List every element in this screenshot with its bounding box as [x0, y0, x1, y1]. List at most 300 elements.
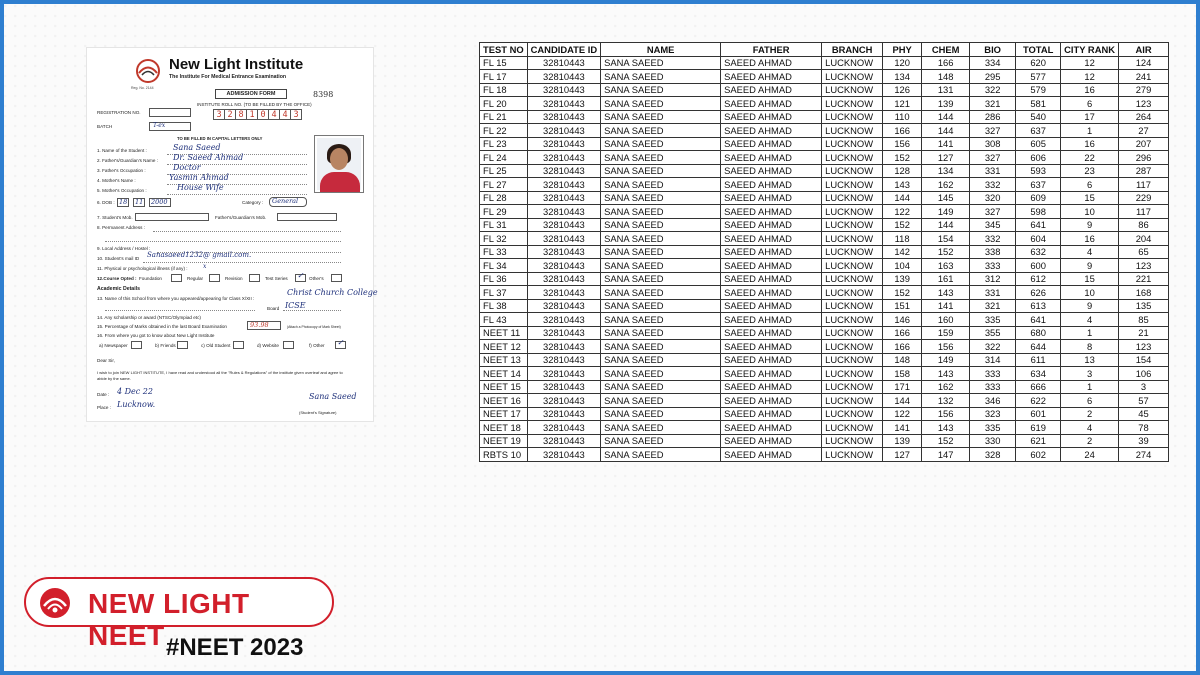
cell-father: SAEED AHMAD — [721, 353, 822, 367]
cell-test-no: NEET 18 — [480, 421, 528, 435]
table-row — [480, 259, 1169, 273]
course-option: Test Series — [265, 276, 288, 281]
cell-city-rank: 16 — [1061, 83, 1119, 97]
cell-branch: LUCKNOW — [822, 434, 883, 448]
cell-bio: 286 — [970, 110, 1016, 124]
table-row — [480, 434, 1169, 448]
cell-total: 632 — [1016, 245, 1061, 259]
cell-total: 637 — [1016, 124, 1061, 138]
cell-total: 666 — [1016, 380, 1061, 394]
roll-digit: 1 — [246, 109, 258, 120]
source-website-checkbox[interactable] — [283, 341, 294, 349]
cell-bio: 346 — [970, 394, 1016, 408]
cell-city-rank: 13 — [1061, 353, 1119, 367]
table-row — [480, 124, 1169, 138]
cell-chem: 162 — [922, 178, 970, 192]
cell-father: SAEED AHMAD — [721, 380, 822, 394]
cell-bio: 334 — [970, 56, 1016, 70]
cell-candidate-id: 32810443 — [527, 124, 601, 138]
cell-name: SANA SAEED — [601, 326, 721, 340]
cell-candidate-id: 32810443 — [527, 178, 601, 192]
field-label: 2. Father's/Guardian's Name : — [97, 158, 158, 163]
roll-digit: 4 — [268, 109, 280, 120]
cell-air: 117 — [1119, 205, 1169, 219]
source-label: 16. From where you got to know about New Light Institute — [97, 333, 215, 338]
cell-bio: 321 — [970, 299, 1016, 313]
mother-occupation-value: House Wife — [177, 183, 224, 192]
cell-chem: 131 — [922, 83, 970, 97]
cell-bio: 338 — [970, 245, 1016, 259]
cell-candidate-id: 32810443 — [527, 434, 601, 448]
cell-name: SANA SAEED — [601, 56, 721, 70]
cell-father: SAEED AHMAD — [721, 70, 822, 84]
cell-air: 106 — [1119, 367, 1169, 381]
cell-air: 78 — [1119, 421, 1169, 435]
cell-name: SANA SAEED — [601, 151, 721, 165]
cell-phy: 118 — [883, 232, 922, 246]
cell-candidate-id: 32810443 — [527, 272, 601, 286]
student-name-value: Sana Saeed — [173, 143, 221, 152]
cell-candidate-id: 32810443 — [527, 367, 601, 381]
cell-bio: 331 — [970, 286, 1016, 300]
cell-air: 296 — [1119, 151, 1169, 165]
cell-bio: 327 — [970, 151, 1016, 165]
cell-chem: 143 — [922, 367, 970, 381]
table-row — [480, 380, 1169, 394]
signature-label: (Student's Signature) — [299, 410, 337, 415]
cell-candidate-id: 32810443 — [527, 394, 601, 408]
cell-city-rank: 8 — [1061, 340, 1119, 354]
cell-name: SANA SAEED — [601, 286, 721, 300]
cell-test-no: FL 32 — [480, 232, 528, 246]
cell-candidate-id: 32810443 — [527, 137, 601, 151]
cell-city-rank: 16 — [1061, 232, 1119, 246]
cell-phy: 142 — [883, 245, 922, 259]
cell-candidate-id: 32810443 — [527, 353, 601, 367]
cell-chem: 144 — [922, 110, 970, 124]
source-option: d) Website — [257, 343, 279, 348]
cell-city-rank: 22 — [1061, 151, 1119, 165]
cell-chem: 149 — [922, 353, 970, 367]
cell-branch: LUCKNOW — [822, 299, 883, 313]
cell-air: 85 — [1119, 313, 1169, 327]
student-mob-field[interactable] — [135, 213, 209, 221]
cell-test-no: FL 20 — [480, 97, 528, 111]
cell-test-no: FL 31 — [480, 218, 528, 232]
course-option: Revision — [225, 276, 243, 281]
cell-phy: 146 — [883, 313, 922, 327]
roll-label: INSTITUTE ROLL NO. (TO BE FILLED BY THE OFFICE) — [197, 102, 312, 107]
cell-branch: LUCKNOW — [822, 259, 883, 273]
cell-phy: 152 — [883, 151, 922, 165]
cell-phy: 151 — [883, 299, 922, 313]
cell-father: SAEED AHMAD — [721, 164, 822, 178]
table-row — [480, 83, 1169, 97]
cell-test-no: FL 33 — [480, 245, 528, 259]
cell-total: 606 — [1016, 151, 1061, 165]
cell-phy: 166 — [883, 340, 922, 354]
cell-bio: 332 — [970, 232, 1016, 246]
cell-branch: LUCKNOW — [822, 70, 883, 84]
cell-bio: 333 — [970, 380, 1016, 394]
cell-bio: 322 — [970, 340, 1016, 354]
registration-field[interactable] — [149, 108, 191, 117]
cell-father: SAEED AHMAD — [721, 83, 822, 97]
cell-chem: 132 — [922, 394, 970, 408]
roll-digit: 8 — [235, 109, 247, 120]
cell-city-rank: 17 — [1061, 110, 1119, 124]
cell-city-rank: 15 — [1061, 191, 1119, 205]
cell-total: 620 — [1016, 56, 1061, 70]
cell-bio: 331 — [970, 164, 1016, 178]
board-value: ICSE — [285, 301, 306, 310]
cell-city-rank: 10 — [1061, 286, 1119, 300]
cell-city-rank: 24 — [1061, 448, 1119, 462]
cell-test-no: NEET 14 — [480, 367, 528, 381]
cell-name: SANA SAEED — [601, 272, 721, 286]
field-label: 4. Mother's Name : — [97, 178, 136, 183]
academic-heading: Academic Details — [97, 286, 140, 292]
cell-total: 604 — [1016, 232, 1061, 246]
dob-label: 6. DOB : — [97, 200, 115, 205]
cell-name: SANA SAEED — [601, 421, 721, 435]
mother-name-value: Yasmin Ahmad — [169, 173, 229, 182]
cell-name: SANA SAEED — [601, 448, 721, 462]
brand-name: NEW LIGHT NEET — [88, 588, 250, 651]
cell-chem: 141 — [922, 137, 970, 151]
table-row — [480, 218, 1169, 232]
cell-branch: LUCKNOW — [822, 313, 883, 327]
table-row — [480, 232, 1169, 246]
cell-father: SAEED AHMAD — [721, 394, 822, 408]
cell-total: 621 — [1016, 434, 1061, 448]
local-address-label: 9. Local Address / Hostel : — [97, 246, 151, 251]
cell-father: SAEED AHMAD — [721, 367, 822, 381]
table-row — [480, 110, 1169, 124]
cell-branch: LUCKNOW — [822, 124, 883, 138]
cell-phy: 152 — [883, 286, 922, 300]
institute-tagline: The Institute For Medical Entrance Examination — [169, 74, 287, 80]
cell-total: 609 — [1016, 191, 1061, 205]
source-friends-checkbox[interactable] — [177, 341, 188, 349]
cell-bio: 333 — [970, 259, 1016, 273]
marks-value: 93.98 — [250, 321, 269, 329]
cell-phy: 134 — [883, 70, 922, 84]
cell-air: 168 — [1119, 286, 1169, 300]
cell-branch: LUCKNOW — [822, 151, 883, 165]
cell-air: 123 — [1119, 259, 1169, 273]
cell-branch: LUCKNOW — [822, 421, 883, 435]
cell-candidate-id: 32810443 — [527, 380, 601, 394]
cell-father: SAEED AHMAD — [721, 110, 822, 124]
cell-branch: LUCKNOW — [822, 178, 883, 192]
mail-label: 10. Student's mail ID — [97, 256, 140, 261]
cell-chem: 141 — [922, 299, 970, 313]
cell-city-rank: 16 — [1061, 137, 1119, 151]
roll-number-boxes — [213, 109, 301, 120]
cell-bio: 330 — [970, 434, 1016, 448]
cell-air: 117 — [1119, 178, 1169, 192]
cell-bio: 308 — [970, 137, 1016, 151]
cell-name: SANA SAEED — [601, 353, 721, 367]
cell-candidate-id: 32810443 — [527, 245, 601, 259]
cell-air: 204 — [1119, 232, 1169, 246]
table-row — [480, 164, 1169, 178]
perm-address-label: 8. Permanent Address : — [97, 225, 146, 230]
course-revision-checkbox[interactable] — [249, 274, 260, 282]
signature-value: Sana Saeed — [309, 392, 357, 401]
cell-total: 641 — [1016, 313, 1061, 327]
table-row — [480, 151, 1169, 165]
cell-candidate-id: 32810443 — [527, 313, 601, 327]
cell-phy: 110 — [883, 110, 922, 124]
table-row — [480, 286, 1169, 300]
cell-phy: 139 — [883, 434, 922, 448]
cell-candidate-id: 32810443 — [527, 110, 601, 124]
cell-branch: LUCKNOW — [822, 353, 883, 367]
cell-total: 600 — [1016, 259, 1061, 273]
cell-candidate-id: 32810443 — [527, 340, 601, 354]
form-title: ADMISSION FORM — [215, 89, 287, 99]
guardian-mob-field[interactable] — [277, 213, 337, 221]
course-foundation-checkbox[interactable] — [171, 274, 182, 282]
cell-candidate-id: 32810443 — [527, 299, 601, 313]
field-line — [105, 310, 255, 311]
source-old-student-checkbox[interactable] — [233, 341, 244, 349]
table-row — [480, 137, 1169, 151]
cell-bio: 345 — [970, 218, 1016, 232]
scholarship-label: 14. Any scholarship or award (NTSC/Olympiad etc) — [97, 315, 201, 320]
batch-label: BATCH — [97, 124, 113, 129]
cell-test-no: NEET 12 — [480, 340, 528, 354]
column-header: AIR — [1119, 43, 1169, 57]
cell-phy: 152 — [883, 218, 922, 232]
dear-sir: Dear Sir, — [97, 358, 115, 363]
cell-bio: 322 — [970, 83, 1016, 97]
school-label: 13. Name of this School from where you appeared/appearing for Class X/XII : — [97, 296, 255, 301]
cell-total: 619 — [1016, 421, 1061, 435]
cell-father: SAEED AHMAD — [721, 56, 822, 70]
cell-phy: 122 — [883, 205, 922, 219]
cell-city-rank: 2 — [1061, 407, 1119, 421]
column-header: PHY — [883, 43, 922, 57]
cell-phy: 156 — [883, 137, 922, 151]
cell-father: SAEED AHMAD — [721, 151, 822, 165]
cell-total: 605 — [1016, 137, 1061, 151]
cell-bio: 295 — [970, 70, 1016, 84]
cell-total: 579 — [1016, 83, 1061, 97]
source-option: f) Other — [309, 343, 325, 348]
cell-bio: 355 — [970, 326, 1016, 340]
cell-father: SAEED AHMAD — [721, 218, 822, 232]
category-value: General — [272, 197, 299, 205]
cell-name: SANA SAEED — [601, 313, 721, 327]
illness-value: x — [203, 263, 207, 270]
cell-total: 611 — [1016, 353, 1061, 367]
cell-name: SANA SAEED — [601, 124, 721, 138]
cell-test-no: FL 23 — [480, 137, 528, 151]
cell-test-no: FL 43 — [480, 313, 528, 327]
cell-phy: 166 — [883, 326, 922, 340]
cell-branch: LUCKNOW — [822, 110, 883, 124]
cell-phy: 120 — [883, 56, 922, 70]
cell-total: 626 — [1016, 286, 1061, 300]
cell-bio: 333 — [970, 367, 1016, 381]
table-row — [480, 272, 1169, 286]
cell-air: 241 — [1119, 70, 1169, 84]
field-label: 1. Name of the Student : — [97, 148, 147, 153]
cell-name: SANA SAEED — [601, 110, 721, 124]
cell-air: 123 — [1119, 340, 1169, 354]
date-label: Date : — [97, 392, 110, 397]
cell-air: 86 — [1119, 218, 1169, 232]
cell-air: 3 — [1119, 380, 1169, 394]
cell-test-no: NEET 19 — [480, 434, 528, 448]
cell-chem: 148 — [922, 70, 970, 84]
institute-name: New Light Institute — [169, 56, 304, 73]
cell-candidate-id: 32810443 — [527, 259, 601, 273]
cell-phy: 148 — [883, 353, 922, 367]
column-header: TOTAL — [1016, 43, 1061, 57]
cell-total: 613 — [1016, 299, 1061, 313]
student-photo — [314, 135, 364, 193]
cell-air: 274 — [1119, 448, 1169, 462]
marks-label: 15. Percentage of Marks obtained in the last Board Examination — [97, 324, 227, 329]
cell-test-no: NEET 17 — [480, 407, 528, 421]
roll-digit: 3 — [290, 109, 302, 120]
cell-candidate-id: 32810443 — [527, 232, 601, 246]
cell-father: SAEED AHMAD — [721, 97, 822, 111]
cell-father: SAEED AHMAD — [721, 205, 822, 219]
cell-chem: 159 — [922, 326, 970, 340]
column-header: NAME — [601, 43, 721, 57]
cell-father: SAEED AHMAD — [721, 313, 822, 327]
cell-name: SANA SAEED — [601, 407, 721, 421]
cell-phy: 139 — [883, 272, 922, 286]
column-header: BIO — [970, 43, 1016, 57]
cell-test-no: FL 27 — [480, 178, 528, 192]
source-newspaper-checkbox[interactable] — [131, 341, 142, 349]
results-body — [480, 56, 1169, 461]
cell-test-no: FL 21 — [480, 110, 528, 124]
cell-branch: LUCKNOW — [822, 137, 883, 151]
cell-candidate-id: 32810443 — [527, 70, 601, 84]
form-number: 8398 — [313, 90, 334, 99]
table-row — [480, 326, 1169, 340]
cell-father: SAEED AHMAD — [721, 124, 822, 138]
table-header-row — [480, 43, 1169, 57]
cell-father: SAEED AHMAD — [721, 340, 822, 354]
father-occupation-value: Doctor — [173, 163, 201, 172]
cell-city-rank: 9 — [1061, 259, 1119, 273]
cell-chem: 145 — [922, 191, 970, 205]
cell-branch: LUCKNOW — [822, 380, 883, 394]
source-option: a) Newspaper — [99, 343, 128, 348]
table-row — [480, 421, 1169, 435]
cell-branch: LUCKNOW — [822, 56, 883, 70]
registration-label: REGISTRATION NO. — [97, 110, 141, 115]
column-header: BRANCH — [822, 43, 883, 57]
cell-air: 45 — [1119, 407, 1169, 421]
cell-chem: 152 — [922, 434, 970, 448]
cell-bio: 335 — [970, 421, 1016, 435]
column-header: CITY RANK — [1061, 43, 1119, 57]
cell-name: SANA SAEED — [601, 434, 721, 448]
cell-father: SAEED AHMAD — [721, 326, 822, 340]
cell-test-no: RBTS 10 — [480, 448, 528, 462]
cell-bio: 321 — [970, 97, 1016, 111]
cell-total: 598 — [1016, 205, 1061, 219]
cell-chem: 143 — [922, 286, 970, 300]
cell-candidate-id: 32810443 — [527, 56, 601, 70]
cell-candidate-id: 32810443 — [527, 191, 601, 205]
declaration-text: I wish to join NEW LIGHT INSTITUTE, I have read and understood all the "Rules & Regulations" of the institute given overleaf and agree to abide by the same. — [97, 370, 343, 381]
cell-phy: 171 — [883, 380, 922, 394]
cell-test-no: FL 36 — [480, 272, 528, 286]
cell-phy: 128 — [883, 164, 922, 178]
results-table — [479, 42, 1169, 462]
cell-test-no: NEET 16 — [480, 394, 528, 408]
cell-chem: 152 — [922, 245, 970, 259]
cell-chem: 134 — [922, 164, 970, 178]
roll-digit: 0 — [257, 109, 269, 120]
column-header: CANDIDATE ID — [527, 43, 601, 57]
cell-total: 593 — [1016, 164, 1061, 178]
cell-city-rank: 2 — [1061, 434, 1119, 448]
cell-bio: 332 — [970, 178, 1016, 192]
table-row — [480, 448, 1169, 462]
course-others-checkbox[interactable] — [331, 274, 342, 282]
cell-father: SAEED AHMAD — [721, 137, 822, 151]
cell-city-rank: 6 — [1061, 394, 1119, 408]
cell-branch: LUCKNOW — [822, 448, 883, 462]
cell-father: SAEED AHMAD — [721, 232, 822, 246]
cell-chem: 156 — [922, 407, 970, 421]
cell-bio: 327 — [970, 205, 1016, 219]
roll-digit: 4 — [279, 109, 291, 120]
cell-bio: 323 — [970, 407, 1016, 421]
cell-candidate-id: 32810443 — [527, 164, 601, 178]
cell-name: SANA SAEED — [601, 164, 721, 178]
course-regular-checkbox[interactable] — [209, 274, 220, 282]
cell-test-no: NEET 13 — [480, 353, 528, 367]
cell-air: 65 — [1119, 245, 1169, 259]
source-option: b) Friends — [155, 343, 176, 348]
institute-logo-icon — [133, 58, 163, 84]
cell-air: 154 — [1119, 353, 1169, 367]
source-option: c) Old Student — [201, 343, 231, 348]
cell-chem: 166 — [922, 56, 970, 70]
marks-note: (Attach a Photocopy of Mark Sheet) — [287, 325, 341, 329]
cell-chem: 163 — [922, 259, 970, 273]
cell-city-rank: 1 — [1061, 326, 1119, 340]
check-mark-icon: ✓ — [337, 338, 344, 347]
cell-chem: 127 — [922, 151, 970, 165]
cell-chem: 162 — [922, 380, 970, 394]
cell-bio: 335 — [970, 313, 1016, 327]
table-row — [480, 353, 1169, 367]
cell-test-no: FL 28 — [480, 191, 528, 205]
check-mark-icon: ✓ — [297, 271, 304, 280]
course-option: Foundation — [139, 276, 162, 281]
cell-branch: LUCKNOW — [822, 286, 883, 300]
cell-phy: 141 — [883, 421, 922, 435]
table-row — [480, 97, 1169, 111]
cell-chem: 144 — [922, 124, 970, 138]
cell-test-no: FL 25 — [480, 164, 528, 178]
father-name-value: Dr. Saeed Ahmad — [173, 153, 244, 162]
dob-year-value: 2000 — [151, 198, 168, 206]
